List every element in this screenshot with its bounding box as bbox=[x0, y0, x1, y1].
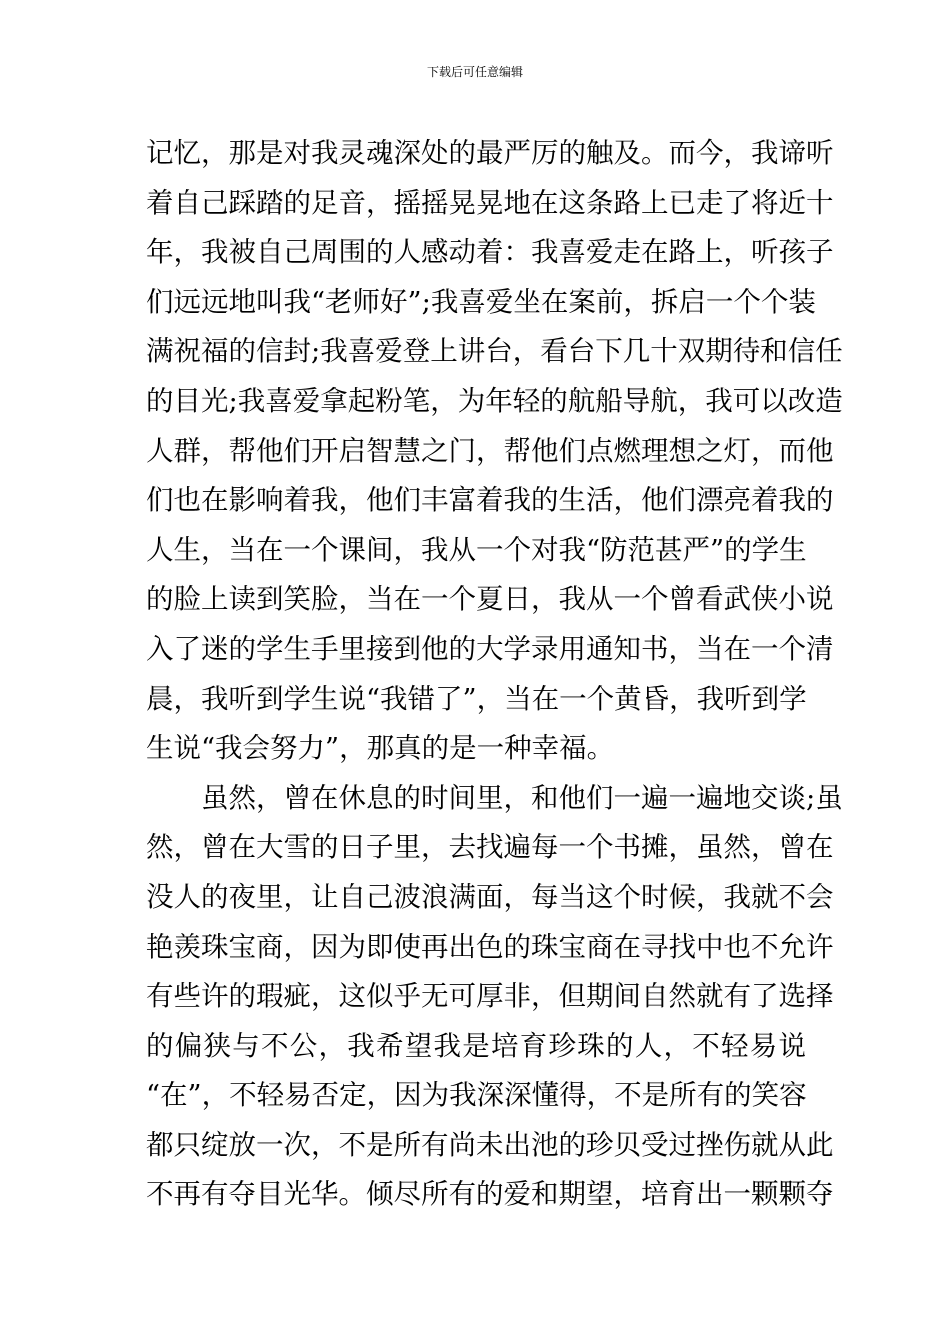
text-line: 然，曾在大雪的日子里，去找遍每一个书摊，虽然，曾在 bbox=[146, 831, 834, 864]
text-line: 的偏狭与不公，我希望我是培育珍珠的人，不轻易说 bbox=[146, 1029, 806, 1062]
text-line: 们也在影响着我，他们丰富着我的生活，他们漂亮着我的 bbox=[146, 484, 834, 517]
text-line: 记忆，那是对我灵魂深处的最严厉的触及。而今，我谛听 bbox=[146, 137, 834, 169]
document-body bbox=[146, 129, 843, 1220]
text-line: 着自己踩踏的足音，摇摇晃晃地在这条路上已走了将近十 bbox=[146, 186, 834, 219]
text-line: 入了迷的学生手里接到他的大学录用通知书，当在一个清 bbox=[146, 632, 834, 665]
text-line: 有些许的瑕疵，这似乎无可厚非，但期间自然就有了选择 bbox=[146, 980, 834, 1013]
text-line: 晨，我听到学生说“我错了”，当在一个黄昏，我听到学 bbox=[146, 682, 807, 715]
text-line: 艳羡珠宝商，因为即使再出色的珠宝商在寻找中也不允许 bbox=[146, 930, 834, 963]
text-line: 不再有夺目光华。倾尽所有的爱和期望，培育出一颗颗夺 bbox=[146, 1178, 834, 1211]
paragraph-1 bbox=[146, 129, 843, 774]
text-line: 年，我被自己周围的人感动着：我喜爱走在路上，听孩子 bbox=[146, 236, 834, 269]
text-line: 的目光;我喜爱拿起粉笔，为年轻的航船导航，我可以改造 bbox=[146, 384, 843, 417]
text-line: 人群，帮他们开启智慧之门，帮他们点燃理想之灯，而他 bbox=[146, 434, 834, 467]
text-line: 没人的夜里，让自己波浪满面，每当这个时候，我就不会 bbox=[146, 880, 834, 913]
page-header: 下载后可任意编辑 bbox=[426, 65, 523, 79]
text-line: 满祝福的信封;我喜爱登上讲台，看台下几十双期待和信任 bbox=[146, 335, 843, 368]
text-line: 的脸上读到笑脸，当在一个夏日，我从一个曾看武侠小说 bbox=[146, 583, 834, 616]
text-line: 虽然，曾在休息的时间里，和他们一遍一遍地交谈;虽 bbox=[201, 781, 843, 814]
text-line: 人生，当在一个课间，我从一个对我“防范甚严”的学生 bbox=[146, 533, 807, 566]
text-line: 都只绽放一次，不是所有尚未出池的珍贝受过挫伤就从此 bbox=[146, 1128, 834, 1161]
paragraph-2 bbox=[146, 774, 843, 1220]
text-line: “在”，不轻易否定，因为我深深懂得，不是所有的笑容 bbox=[146, 1079, 807, 1112]
text-line: 们远远地叫我“老师好”;我喜爱坐在案前，拆启一个个装 bbox=[146, 285, 816, 318]
text-line: 生说“我会努力”，那真的是一种幸福。 bbox=[146, 732, 615, 765]
